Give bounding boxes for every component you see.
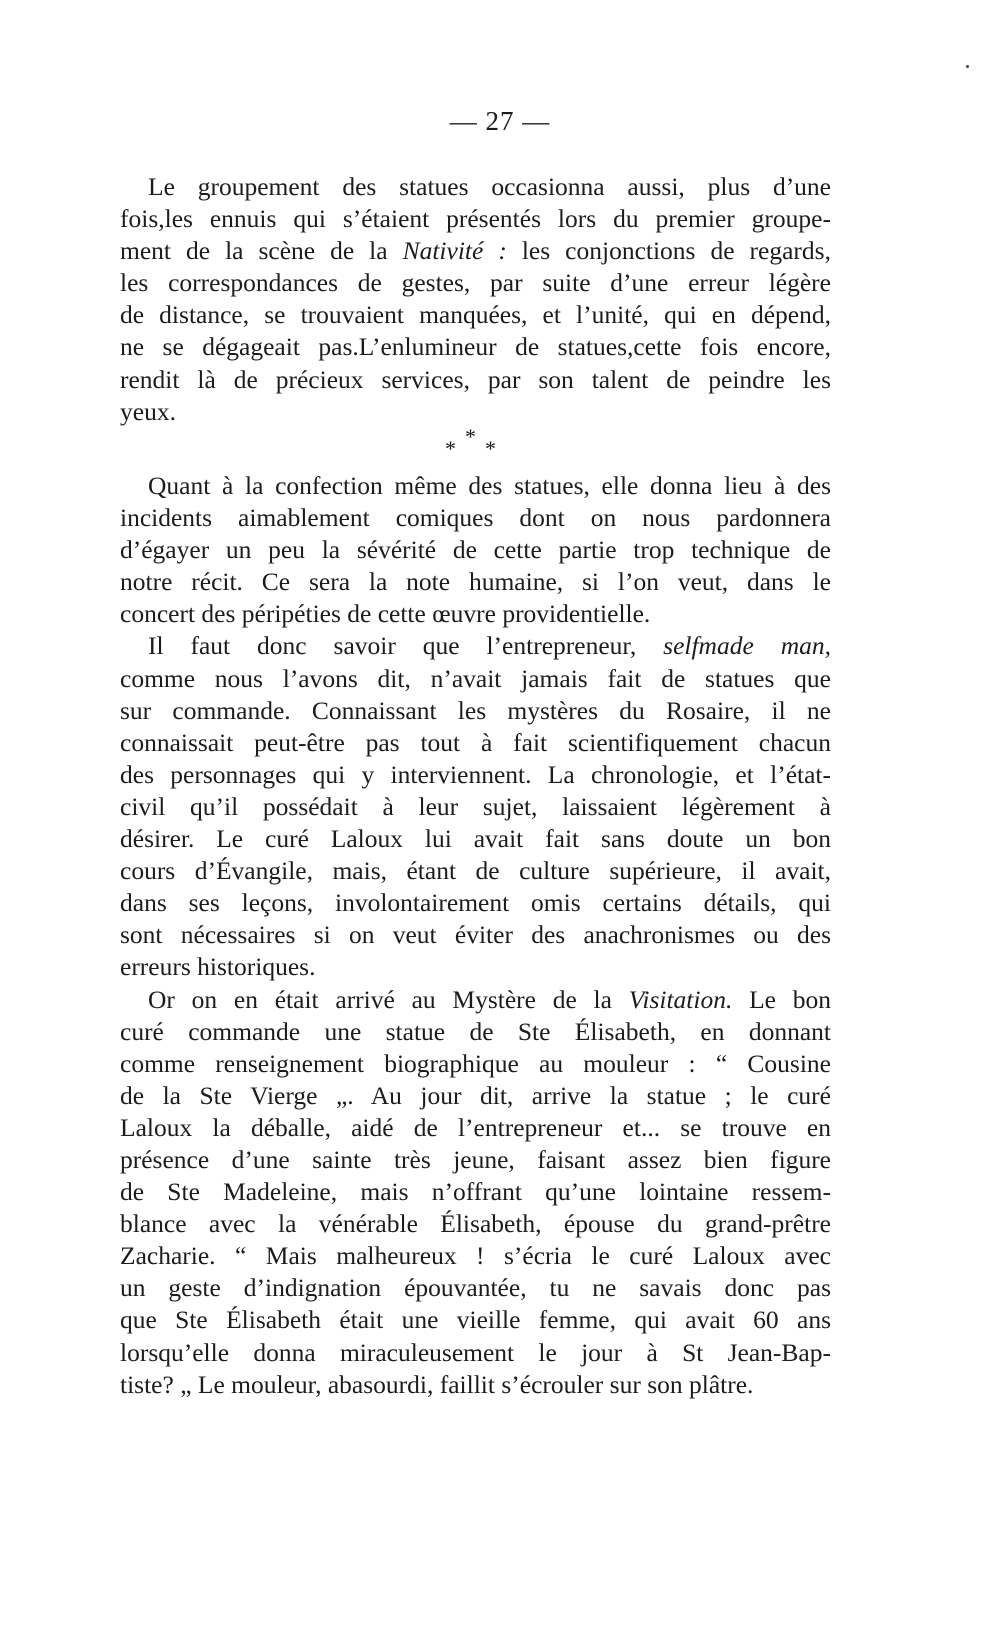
text-line — [120, 630, 831, 662]
text-line: que Ste Élisabeth était une vieille femme, qui avait 60 ans — [120, 1305, 831, 1335]
text-line: blance avec la vénérable Élisabeth, épouse du grand-prêtre — [120, 1209, 831, 1239]
page-number: — 27 — — [449, 106, 551, 136]
text-line: connaissait peut-être pas tout à fait scientifiquement chacun — [120, 727, 831, 757]
paper-speck — [966, 65, 969, 68]
text-segment: ment de la scène de la — [120, 236, 403, 266]
asterism-section-break — [0, 424, 1000, 464]
text-line: comme nous l’avons dit, n’avait jamais fait de statues que — [120, 663, 831, 693]
text-line: ne se dégageait pas.L’enlumineur de statues,cette fois encore, — [120, 332, 831, 362]
text-line: Zacharie. “ Mais malheureux ! s’écria le curé Laloux avec — [120, 1241, 831, 1271]
text-segment: les conjonctions de regards, — [506, 236, 831, 266]
text-line — [120, 984, 831, 1016]
text-line: curé commande une statue de Ste Élisabeth, en donnant — [120, 1016, 831, 1046]
text-segment: Or on en était arrivé au Mystère de la — [148, 984, 629, 1014]
text-line: d’égayer un peu la sévérité de cette partie trop technique de — [120, 535, 831, 565]
text-line: Laloux la déballe, aidé de l’entrepreneur et... se trouve en — [120, 1112, 831, 1142]
paragraph-3 — [120, 630, 831, 983]
asterisk-top: * — [465, 424, 476, 449]
text-line: yeux. — [120, 396, 176, 426]
paragraph-4 — [120, 984, 831, 1401]
text-line: présence d’une sainte très jeune, faisant assez bien figure — [120, 1144, 831, 1174]
text-line: tiste? „ Le mouleur, abasourdi, faillit s’écrouler sur son plâtre. — [120, 1369, 754, 1399]
body-text-after-break — [120, 470, 831, 1401]
text-segment: Il faut donc savoir que l’entrepreneur, — [148, 631, 664, 661]
text-line: sont nécessaires si on veut éviter des anachronismes ou des — [120, 920, 831, 950]
text-line: rendit là de précieux services, par son talent de peindre les — [120, 364, 831, 394]
text-line: notre récit. Ce sera la note humaine, si l’on veut, dans le — [120, 567, 831, 597]
paragraph-2 — [120, 470, 831, 630]
text-line: incidents aimablement comiques dont on nous pardonnera — [120, 503, 831, 533]
text-line: Le groupement des statues occasionna aussi, plus d’une — [148, 172, 831, 201]
text-line: sur commande. Connaissant les mystères du Rosaire, il ne — [120, 695, 831, 725]
text-line: les correspondances de gestes, par suite d’une erreur légère — [120, 268, 831, 298]
italic-term: Visitation. — [628, 984, 733, 1014]
asterisk-left: * — [445, 436, 456, 461]
text-line: dans ses leçons, involontairement omis certains détails, qui — [120, 888, 831, 918]
text-line: un geste d’indignation épouvantée, tu ne savais donc pas — [120, 1273, 831, 1303]
text-line: de Ste Madeleine, mais n’offrant qu’une lointaine ressem- — [120, 1177, 831, 1207]
text-line: concert des péripéties de cette œuvre providentielle. — [120, 599, 651, 629]
text-line: désirer. Le curé Laloux lui avait fait sans doute un bon — [120, 824, 831, 854]
text-line: erreurs historiques. — [120, 952, 316, 982]
text-line: lorsqu’elle donna miraculeusement le jour à St Jean-Bap- — [120, 1337, 831, 1367]
italic-term: Nativité : — [402, 236, 507, 266]
asterisk-right: * — [485, 436, 496, 461]
text-line: de distance, se trouvaient manquées, et l’unité, qui en dépend, — [120, 300, 831, 330]
text-line: Quant à la confection même des statues, elle donna lieu à des — [148, 471, 831, 500]
text-line: cours d’Évangile, mais, étant de culture supérieure, il avait, — [120, 856, 831, 886]
text-line — [120, 235, 831, 267]
text-line: des personnages qui y interviennent. La chronologie, et l’état- — [120, 759, 831, 789]
text-segment: Le bon — [732, 984, 831, 1014]
paragraph-1 — [120, 171, 831, 428]
italic-term: selfmade man, — [663, 631, 831, 661]
text-line: comme renseignement biographique au mouleur : “ Cousine — [120, 1048, 831, 1078]
text-line: civil qu’il possédait à leur sujet, laissaient légèrement à — [120, 791, 831, 821]
text-line: fois,les ennuis qui s’étaient présentés lors du premier groupe- — [120, 204, 831, 234]
text-line: de la Ste Vierge „. Au jour dit, arrive la statue ; le curé — [120, 1080, 831, 1110]
